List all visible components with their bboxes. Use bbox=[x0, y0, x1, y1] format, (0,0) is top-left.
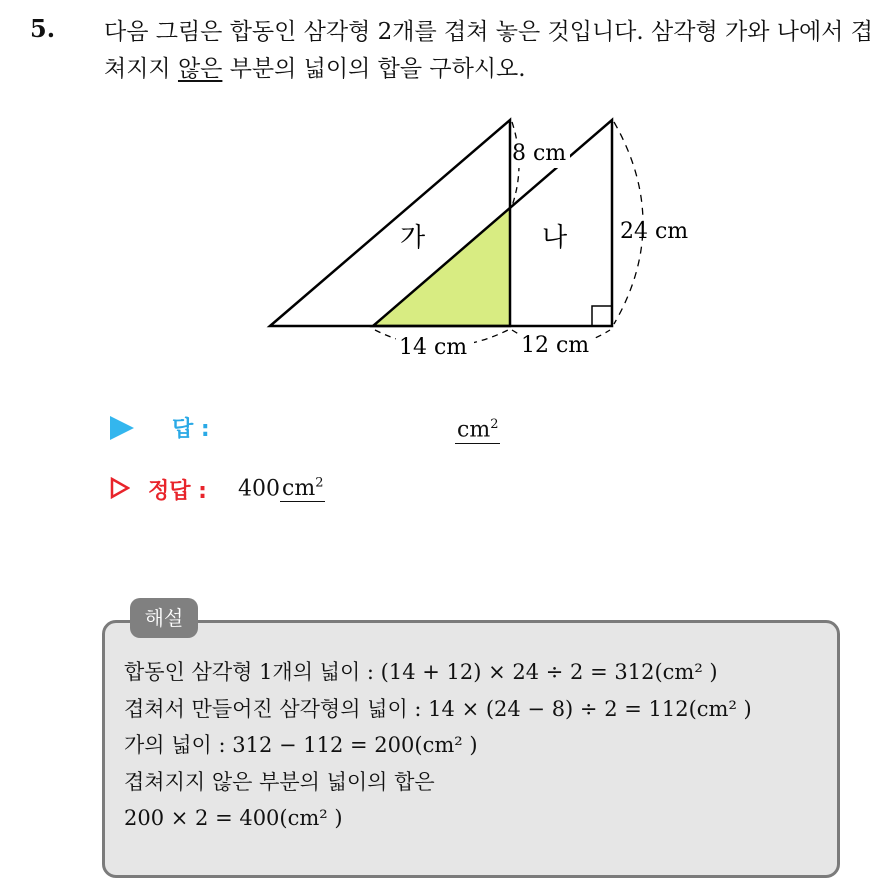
answer-blank[interactable] bbox=[455, 412, 500, 444]
solution-unit: cm bbox=[282, 476, 316, 502]
answer-row bbox=[110, 412, 610, 446]
solution-label: 정답 : bbox=[148, 479, 207, 504]
question-number: 5. bbox=[30, 14, 56, 43]
solution-unit-exponent: 2 bbox=[315, 476, 324, 491]
solution-number: 400 bbox=[238, 476, 280, 502]
question-text-underlined: 않은 bbox=[177, 56, 223, 82]
label-14cm: 14 cm bbox=[399, 335, 468, 360]
solution-row bbox=[110, 474, 610, 510]
answer-label: 답 : bbox=[172, 417, 210, 442]
answer-unit-exponent: 2 bbox=[490, 417, 499, 432]
label-24cm: 24 cm bbox=[620, 219, 689, 244]
label-ga: 가 bbox=[400, 223, 426, 253]
solution-unit-wrap bbox=[280, 476, 325, 502]
label-na: 나 bbox=[542, 223, 568, 253]
filled-triangle-icon bbox=[110, 416, 134, 440]
explanation-line: 겹쳐지지 않은 부분의 넓이의 합은 bbox=[124, 769, 435, 794]
question-text-part2: 부분의 넓이의 합을 구하시오. bbox=[222, 56, 526, 82]
right-angle-mark bbox=[592, 306, 612, 326]
explanation-lines bbox=[124, 654, 752, 837]
explanation-tab: 해설 bbox=[130, 598, 198, 638]
solution-value bbox=[238, 476, 325, 501]
explanation-line: 겹쳐서 만들어진 삼각형의 넓이 : 14 × (24 − 8) ÷ 2 = 112(cm² ) bbox=[124, 696, 752, 721]
outline-triangle-icon bbox=[110, 477, 130, 499]
answer-unit: cm bbox=[457, 417, 491, 443]
label-8cm: 8 cm bbox=[512, 141, 567, 166]
explanation-line: 가의 넓이 : 312 − 112 = 200(cm² ) bbox=[124, 733, 478, 757]
explanation-line: 합동인 삼각형 1개의 넓이 : (14 + 12) × 24 ÷ 2 = 312(cm² ) bbox=[124, 660, 718, 684]
overlapping-triangles-figure bbox=[0, 0, 884, 400]
question-text-part1: 다음 그림은 합동인 삼각형 2개를 겹쳐 놓은 것입니다. 삼각형 가와 나에서 겹쳐지지 bbox=[104, 19, 873, 82]
explanation-line: 200 × 2 = 400(cm² ) bbox=[124, 806, 343, 830]
label-12cm: 12 cm bbox=[521, 333, 590, 358]
